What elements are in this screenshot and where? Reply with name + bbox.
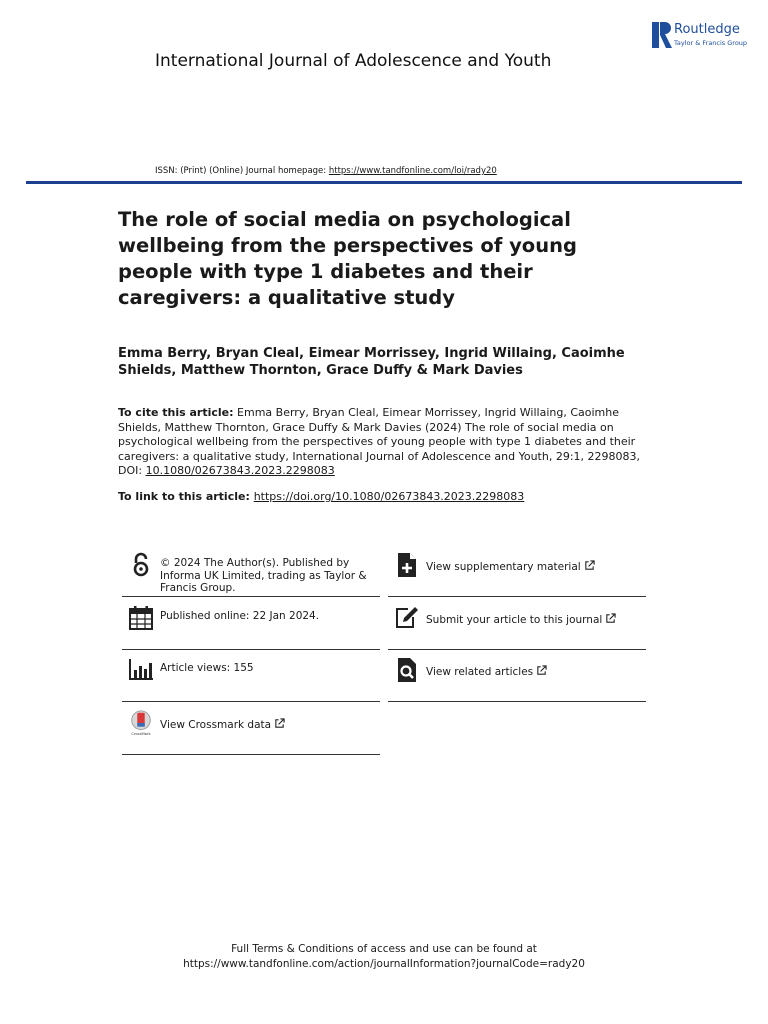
related-cell[interactable]	[388, 657, 646, 703]
divider	[388, 701, 646, 702]
divider	[122, 754, 380, 755]
divider	[122, 701, 380, 702]
citation-block	[118, 406, 648, 479]
bar-chart-icon	[128, 657, 154, 683]
published-date: Published online: 22 Jan 2024.	[160, 610, 320, 622]
calendar-icon	[128, 605, 154, 631]
add-file-icon	[394, 552, 420, 578]
supplementary-cell[interactable]	[388, 552, 646, 598]
submit-cell[interactable]	[388, 605, 646, 651]
article-doi-link[interactable]: https://doi.org/10.1080/02673843.2023.2298083	[253, 490, 525, 503]
divider	[388, 649, 646, 650]
supplementary-link[interactable]	[426, 560, 648, 574]
article-title: The role of social media on psychological wellbeing from the perspectives of young people with type 1 diabetes and their caregivers: a qualitative study	[118, 208, 577, 309]
supplementary-label: View supplementary material	[426, 561, 581, 573]
terms-text: Full Terms & Conditions of access and use can be found at	[231, 943, 537, 955]
views-cell	[122, 657, 380, 703]
publisher-logo[interactable]	[652, 22, 752, 52]
search-document-icon	[394, 657, 420, 683]
crossmark-label: View Crossmark data	[160, 719, 272, 731]
open-access-cell	[122, 552, 380, 598]
issn-text: ISSN: (Print) (Online) Journal homepage:	[155, 166, 329, 176]
article-views: Article views: 155	[160, 662, 254, 674]
journal-homepage-link[interactable]: https://www.tandfonline.com/loi/rady20	[328, 166, 497, 176]
header-divider	[26, 181, 742, 184]
submit-link[interactable]	[426, 613, 648, 627]
crossmark-logo-label: CrossMark	[131, 732, 151, 736]
cite-text: Emma Berry, Bryan Cleal, Eimear Morrissey, Ingrid Willaing, Caoimhe Shields, Matthew Thornton, Grace Duffy & Mark Davies (2024) The role of social media on psychological wellbeing from the perspectives of young people with type 1 diabetes and their caregivers: a qualitative study, International Journal of Adolescence and Youth, 29:1, 2298083, DOI:	[118, 406, 641, 478]
article-link-line	[118, 490, 658, 503]
issn-line	[155, 166, 497, 176]
divider	[388, 596, 646, 597]
terms-url[interactable]: https://www.tandfonline.com/action/journalInformation?journalCode=rady20	[183, 958, 585, 970]
terms-footer	[0, 942, 768, 972]
cite-label: To cite this article:	[118, 406, 234, 419]
article-authors: Emma Berry, Bryan Cleal, Eimear Morrissey, Ingrid Willaing, Caoimhe Shields, Matthew Thornton, Grace Duffy & Mark Davies	[118, 346, 625, 378]
submit-label: Submit your article to this journal	[426, 614, 603, 626]
link-label: To link to this article:	[118, 490, 254, 503]
crossmark-cell[interactable]	[122, 710, 380, 756]
divider	[122, 649, 380, 650]
related-link[interactable]	[426, 665, 648, 679]
routledge-logo-icon	[652, 22, 672, 48]
external-link-icon	[584, 560, 595, 571]
external-link-icon	[536, 665, 547, 676]
journal-title: International Journal of Adolescence and Youth	[155, 51, 552, 71]
publisher-name: Routledge	[674, 22, 740, 37]
crossmark-icon	[128, 710, 154, 736]
edit-icon	[394, 605, 420, 631]
open-access-icon	[128, 552, 154, 578]
divider	[122, 596, 380, 597]
cite-doi-link[interactable]: 10.1080/02673843.2023.2298083	[145, 464, 335, 478]
related-label: View related articles	[426, 666, 534, 678]
external-link-icon	[274, 718, 285, 729]
publisher-group: Taylor & Francis Group	[674, 39, 748, 47]
crossmark-link[interactable]	[160, 718, 382, 732]
external-link-icon	[605, 613, 616, 624]
open-access-text: © 2024 The Author(s). Published by Informa UK Limited, trading as Taylor & Francis Group.	[160, 557, 367, 595]
published-cell	[122, 605, 380, 651]
